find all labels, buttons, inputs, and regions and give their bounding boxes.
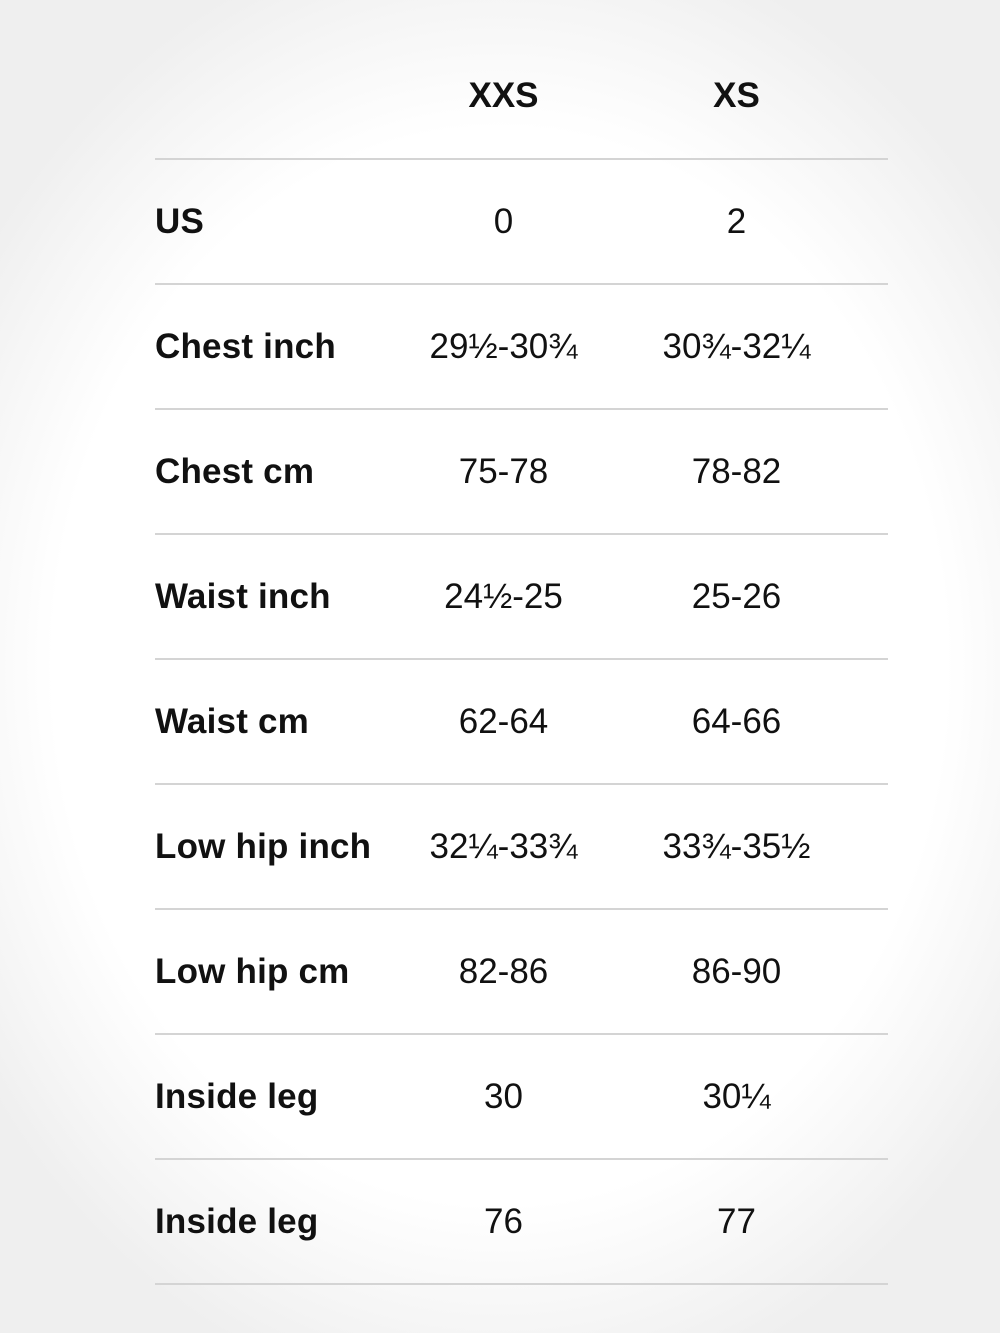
cell-xs: 78-82 [691,451,782,491]
row-label: Inside leg [155,1201,319,1241]
cell-xxs: 75-78 [458,451,549,491]
table-row-inside-leg-cm [155,1160,888,1285]
cell-xxs: 0 [493,201,514,241]
table-row-chest-inch [155,285,888,410]
table-row-waist-inch [155,535,888,660]
cell-xxs: 62-64 [458,701,549,741]
cell-xs: 30¾-32¼ [662,326,811,366]
cell-xs: 77 [717,1201,756,1241]
cell-xs: 33¾-35½ [662,826,811,866]
cell-xxs: 29½-30¾ [429,326,578,366]
table-row-us [155,160,888,285]
table-row-low-hip-cm [155,910,888,1035]
cell-xxs: 30 [484,1076,523,1116]
cell-xs: 30¼ [702,1076,771,1116]
row-label: Waist inch [155,576,331,616]
row-label: Waist cm [155,701,309,741]
table-row-low-hip-inch [155,785,888,910]
table-row-waist-cm [155,660,888,785]
column-header-xxs: XXS [468,76,539,115]
table-header-row [155,34,888,160]
cell-xs: 64-66 [691,701,782,741]
column-header-xs: XS [713,76,760,115]
cell-xxs: 76 [484,1201,523,1241]
cell-xs: 2 [726,201,747,241]
row-label: Chest inch [155,326,336,366]
table-row-chest-cm [155,410,888,535]
cell-xxs: 32¼-33¾ [429,826,578,866]
row-label: Low hip inch [155,826,372,866]
size-chart-table [155,34,888,1285]
table-row-inside-leg-inch [155,1035,888,1160]
row-label: Low hip cm [155,951,350,991]
cell-xxs: 24½-25 [444,576,563,616]
cell-xs: 25-26 [691,576,782,616]
cell-xs: 86-90 [691,951,782,991]
row-label: Inside leg [155,1076,319,1116]
cell-xxs: 82-86 [458,951,549,991]
row-label: Chest cm [155,451,315,491]
row-label: US [155,201,205,241]
